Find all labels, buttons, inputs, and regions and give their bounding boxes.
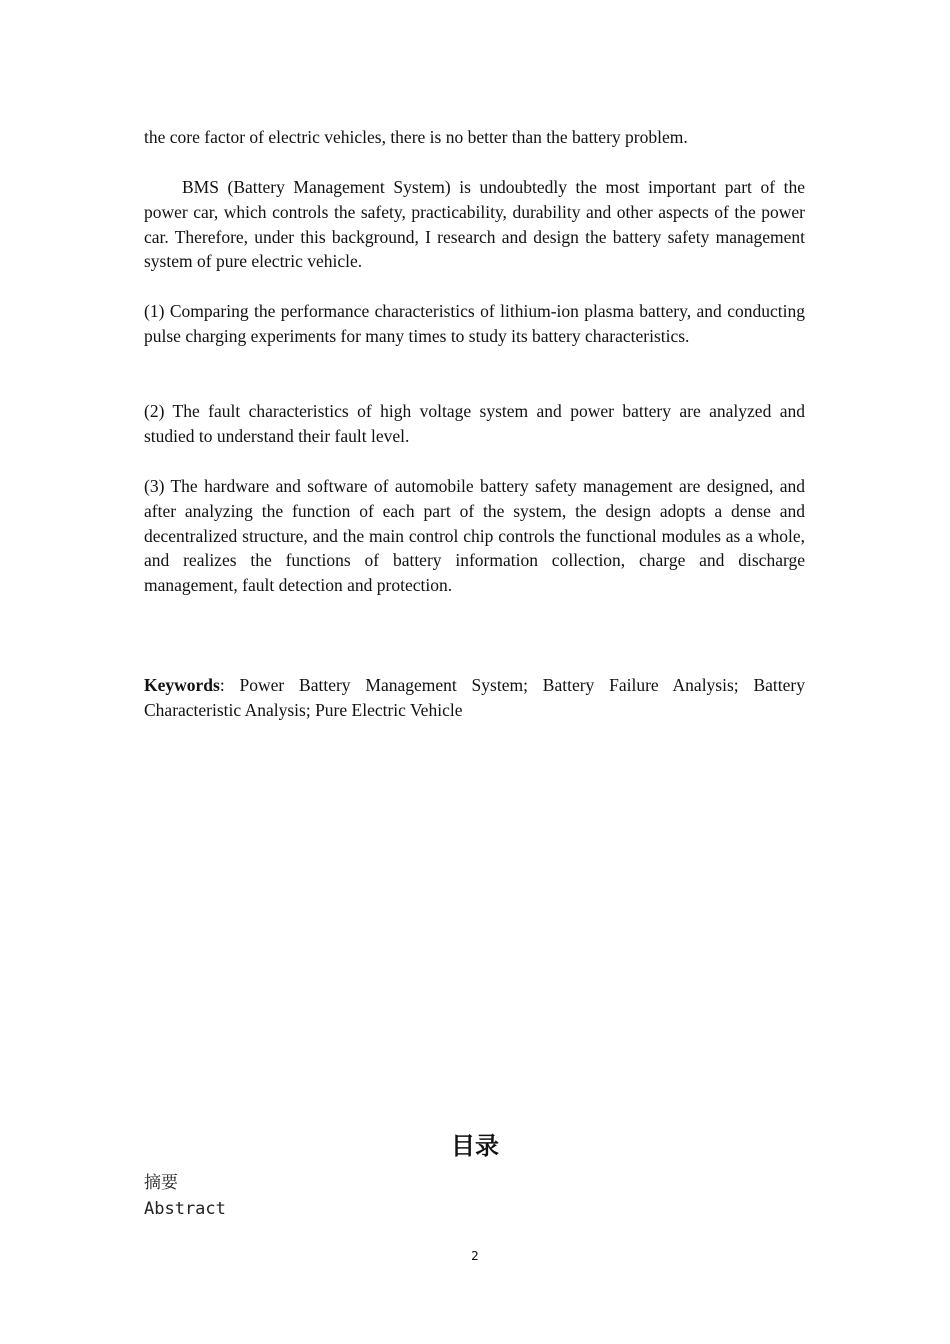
keywords-label: Keywords (144, 675, 220, 695)
page-number: 2 (471, 1249, 479, 1263)
toc-entry-abstract-cn[interactable]: 摘要 (144, 1173, 178, 1193)
toc-title: 目录 (451, 1132, 499, 1160)
keywords-paragraph (144, 673, 805, 723)
paragraph-bms-intro: BMS (Battery Management System) is undoubtedly the most important part of the power car, which controls the safety, practicability, durability and other aspects of the power car. Therefore, under this background, I research and design the battery safety management system of pure electric vehicle. (144, 177, 805, 272)
paragraph-item-3: (3) The hardware and software of automobile battery safety management are designed, and after analyzing the function of each part of the system, the design adopts a dense and decentralized structure, and the main control chip controls the functional modules as a whole, and realizes the functions of battery information collection, charge and discharge management, fault detection and protection. (144, 476, 805, 596)
paragraph-continuation: the core factor of electric vehicles, there is no better than the battery problem. (144, 127, 688, 147)
paragraph-item-2: (2) The fault characteristics of high voltage system and power battery are analyzed and studied to understand their fault level. (144, 401, 805, 446)
keywords-separator: : (219, 675, 240, 695)
toc-entry-abstract-en[interactable]: Abstract (144, 1199, 226, 1219)
keywords-text: Power Battery Management System; Battery Failure Analysis; Battery Characteristic Analysis; Pure Electric Vehicle (144, 675, 805, 720)
paragraph-item-1: (1) Comparing the performance characteristics of lithium-ion plasma battery, and conducting pulse charging experiments for many times to study its battery characteristics. (144, 301, 805, 346)
